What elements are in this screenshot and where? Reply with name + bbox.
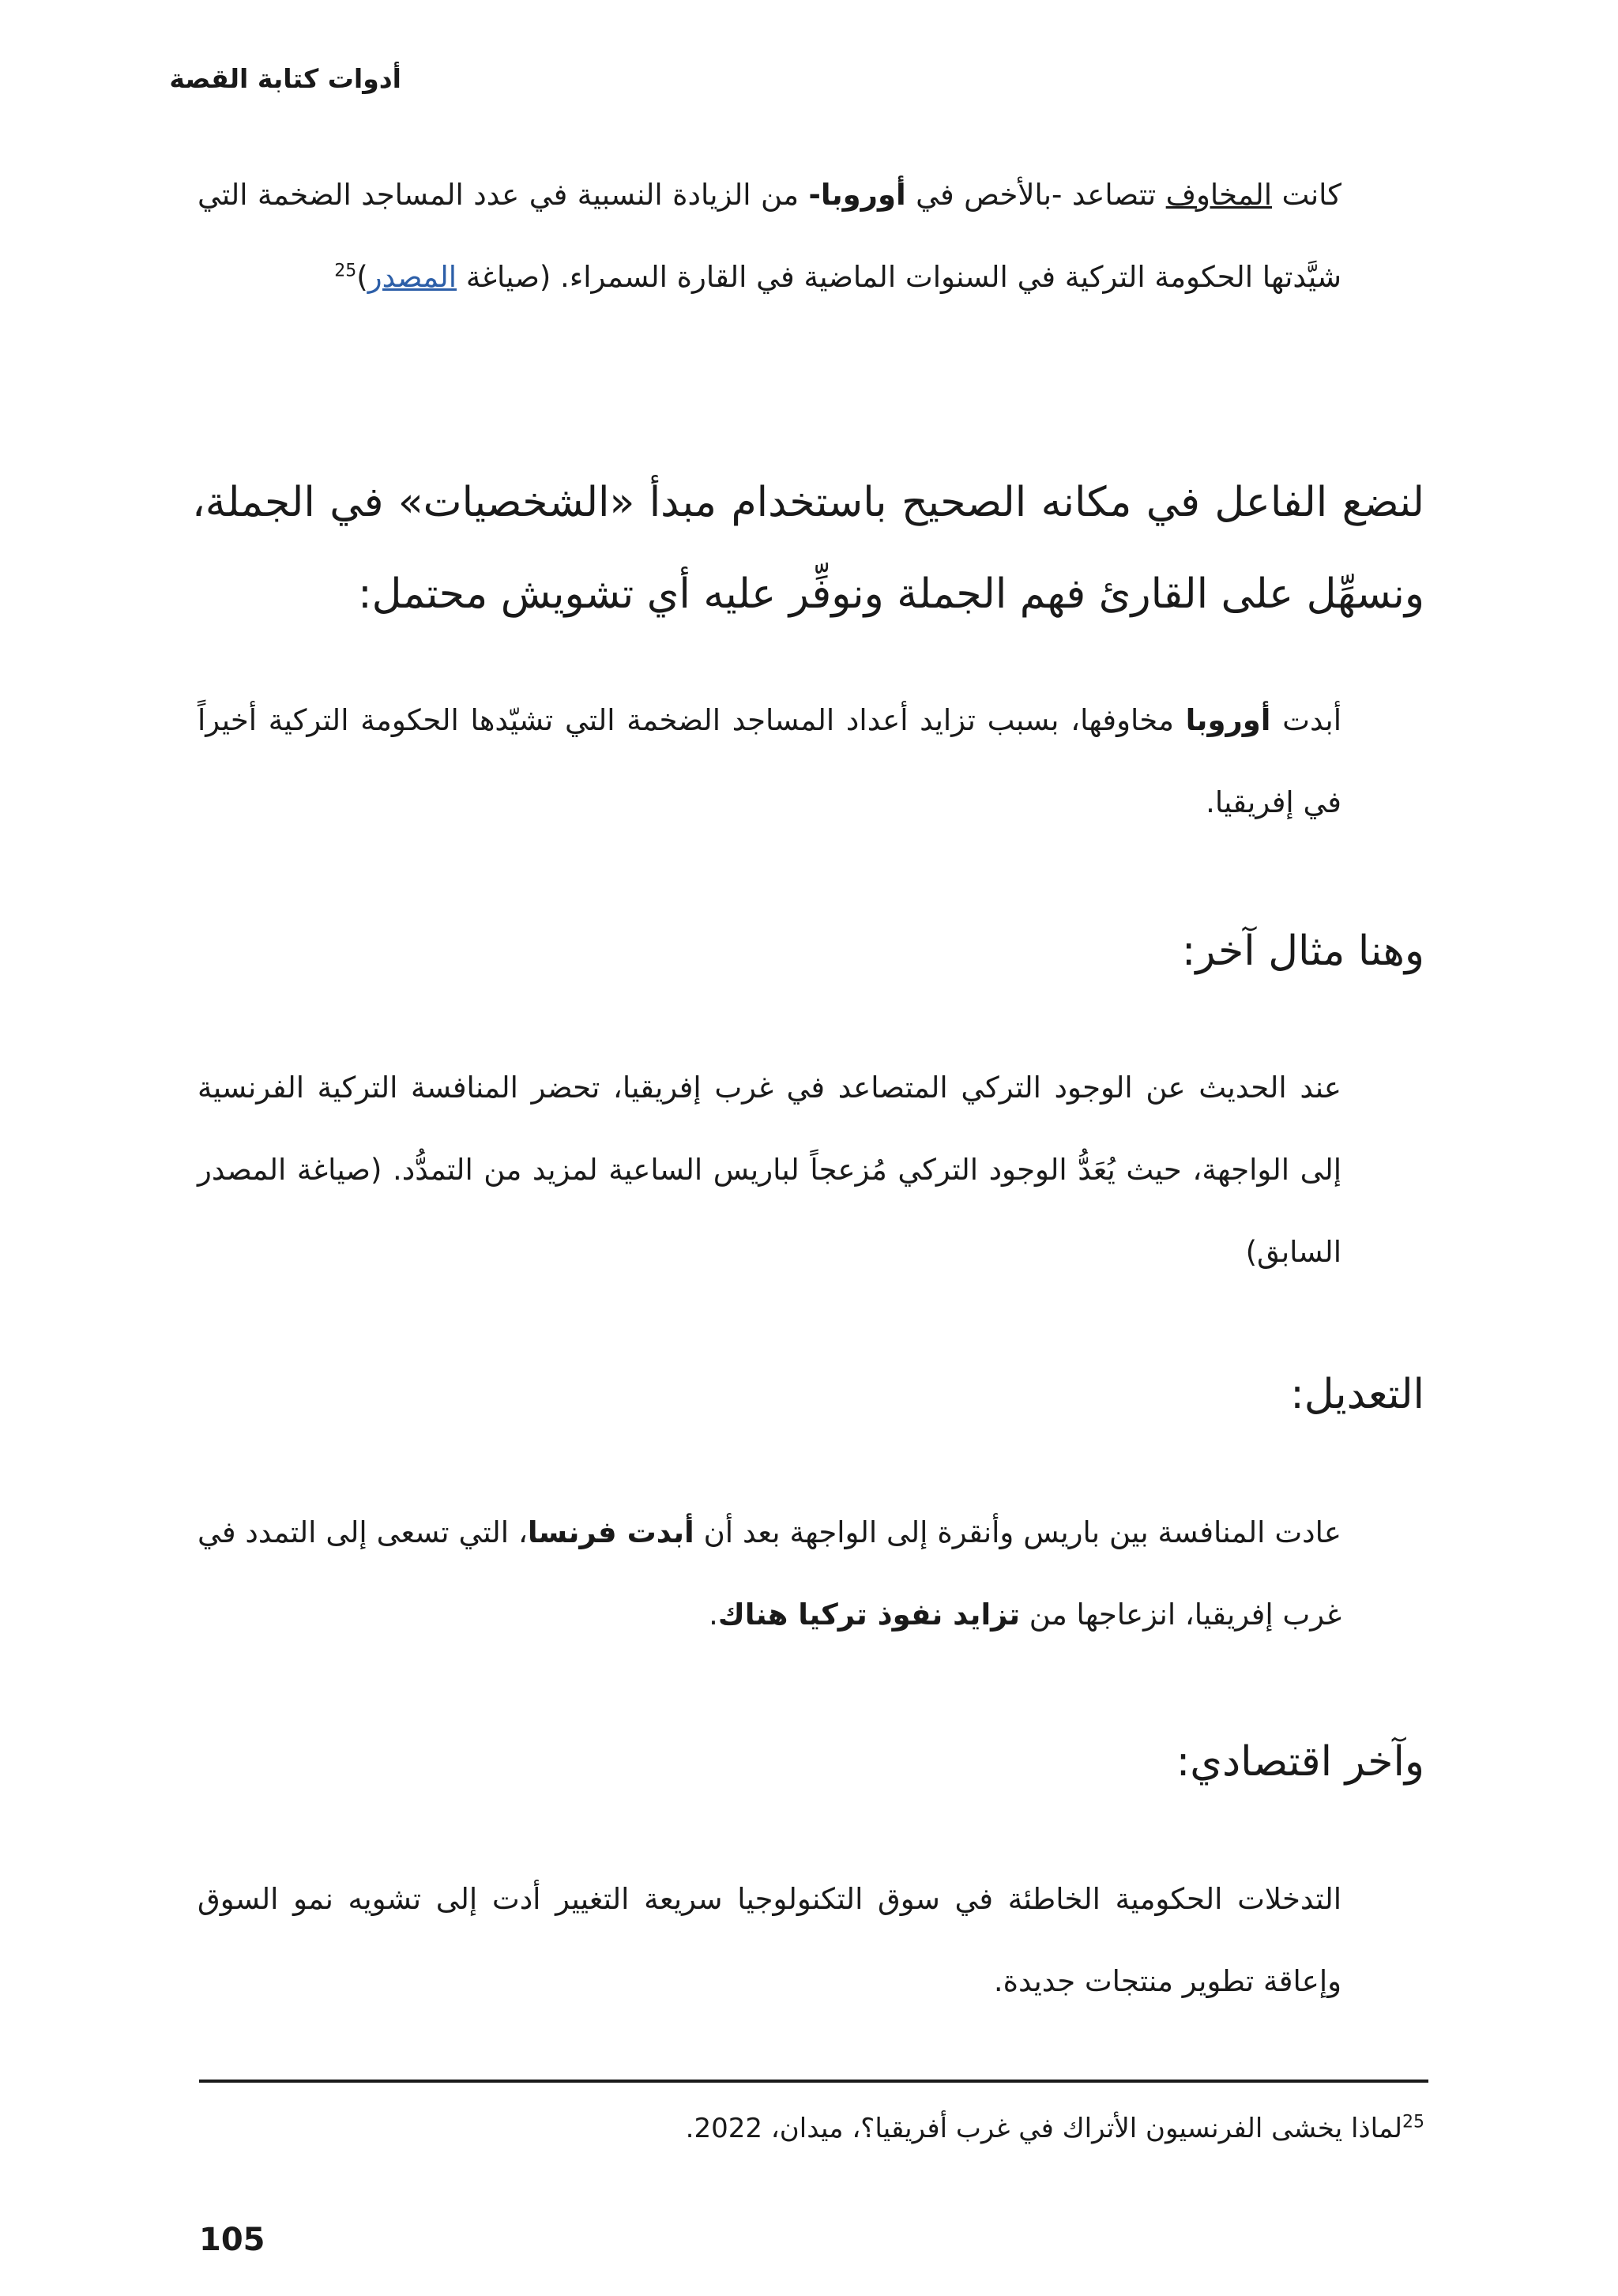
quote-paragraph-economic: التدخلات الحكومية الخاطئة في سوق التكنولوجيا سريعة التغيير أدت إلى تشويه نمو السوق وإعاقة تطوير منتجات جديدة. — [198, 1882, 1341, 1998]
text-run: كانت — [1272, 178, 1342, 212]
section-heading-economic: وآخر اقتصادي: — [1176, 1738, 1424, 1786]
text-run: من الزيادة النسبية في عدد المساجد الضخمة التي شيَّدتها الحكومة التركية في السنوات الماضية في القارة السمراء. (صياغة — [198, 178, 1341, 294]
text-run: ) — [356, 260, 368, 294]
page-number: 105 — [199, 2222, 265, 2258]
bold-word: أوروبا- — [808, 178, 906, 212]
footnote-reference[interactable]: 25 — [334, 261, 357, 281]
quote-paragraph-edited — [198, 1492, 1341, 1656]
bold-phrase: أبدت فرنسا — [527, 1515, 694, 1549]
running-head: أدوات كتابة القصة — [169, 63, 401, 94]
section-instruction: لنضع الفاعل في مكانه الصحيح باستخدام مبدأ «الشخصيات» في الجملة، ونسهِّل على القارئ فهم الجملة ونوفِّر عليه أي تشويش محتمل: — [192, 479, 1424, 618]
section-heading-edit: التعديل: — [1290, 1371, 1424, 1418]
text-run: . — [709, 1598, 718, 1632]
quote-paragraph-example: عند الحديث عن الوجود التركي المتصاعد في غرب إفريقيا، تحضر المنافسة التركية الفرنسية إلى الواجهة، حيث يُعَدُّ الوجود التركي مُزعجاً لباريس الساعية لمزيد من التمدُّد. (صياغة المصدر السابق) — [198, 1071, 1341, 1269]
underlined-word: المخاوف — [1165, 178, 1272, 212]
footnote-number: 25 — [1402, 2112, 1424, 2132]
section-heading-example: وهنا مثال آخر: — [1181, 928, 1424, 975]
footnote — [192, 2108, 1424, 2149]
footnote-divider — [199, 2080, 1428, 2083]
bold-phrase: تزايد نفوذ تركيا هناك — [717, 1598, 1021, 1632]
source-link[interactable]: المصدر — [367, 260, 457, 294]
text-run: تتصاعد -بالأخص في — [905, 178, 1166, 212]
text-run: ، التي تسعى إلى التمدد في غرب إفريقيا، انزعاجها من — [198, 1515, 1341, 1632]
quote-paragraph-original — [198, 154, 1341, 318]
footnote-text: لماذا يخشى الفرنسيون الأتراك في غرب أفريقيا؟، ميدان، 2022. — [685, 2113, 1402, 2144]
text-run: أبدت — [1270, 703, 1341, 737]
quote-paragraph-revised — [198, 679, 1341, 844]
text-run: عادت المنافسة بين باريس وأنقرة إلى الواجهة بعد أن — [694, 1515, 1341, 1549]
text-run: مخاوفها، بسبب تزايد أعداد المساجد الضخمة التي تشيّدها الحكومة التركية أخيراً في إفريقيا. — [198, 703, 1341, 819]
bold-word: أوروبا — [1185, 703, 1271, 737]
